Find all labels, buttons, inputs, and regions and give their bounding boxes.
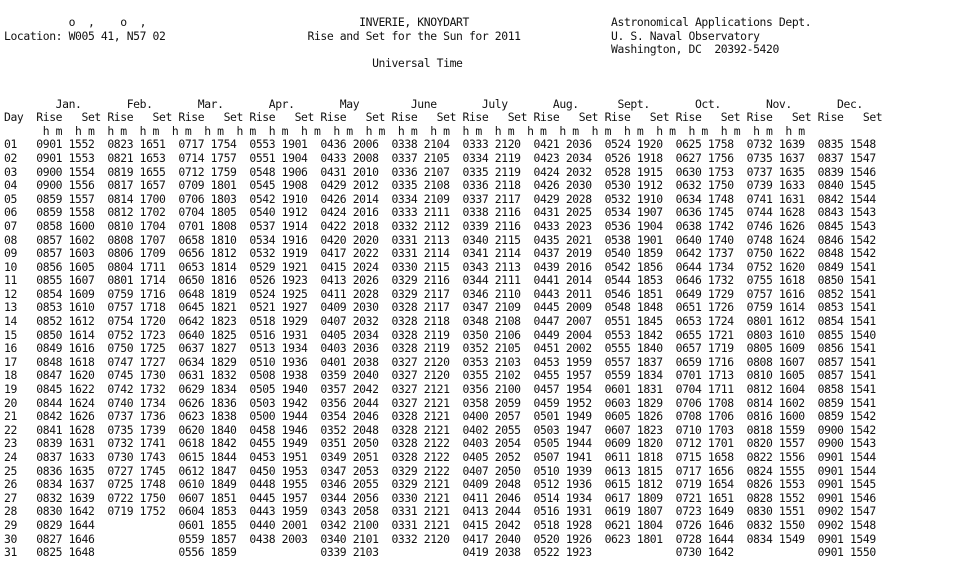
header-line-1: o , o , INVERIE, KNOYDART Astronomical Applications Dept. [4, 15, 812, 29]
table-row: 04 0900 1556 0817 1657 0709 1801 0545 1908 0429 2012 0335 2108 0336 2118 0426 2030 0530 1912 0632 1750 0739 1633 0840 1545 [4, 178, 876, 193]
table-row: 07 0858 1600 0810 1704 0701 1808 0537 1914 0422 2018 0332 2112 0339 2116 0433 2023 0536 1904 0638 1742 0746 1626 0845 1543 [4, 218, 876, 233]
table-row: 03 0900 1554 0819 1655 0712 1759 0548 1906 0431 2010 0336 2107 0335 2119 0424 2032 0528 1915 0630 1753 0737 1635 0839 1546 [4, 164, 876, 179]
table-row: 21 0842 1626 0737 1736 0623 1838 0500 1944 0354 2046 0328 2121 0400 2057 0501 1949 0605 1826 0708 1706 0816 1600 0859 1542 [4, 409, 876, 424]
table-row: 14 0852 1612 0754 1720 0642 1823 0518 1929 0407 2032 0328 2118 0348 2108 0447 2007 0551 1845 0653 1724 0801 1612 0854 1541 [4, 314, 876, 329]
table-row: 16 0849 1616 0750 1725 0637 1827 0513 1934 0403 2036 0328 2119 0352 2105 0451 2002 0555 1840 0657 1719 0805 1609 0856 1541 [4, 341, 876, 356]
table-row: 06 0859 1558 0812 1702 0704 1805 0540 1912 0424 2016 0333 2111 0338 2116 0431 2025 0534 1907 0636 1745 0744 1628 0843 1543 [4, 205, 876, 220]
table-row: 25 0836 1635 0727 1745 0612 1847 0450 1953 0347 2053 0329 2122 0407 2050 0510 1939 0613 1815 0717 1656 0824 1555 0901 1544 [4, 463, 876, 478]
table-row: 09 0857 1603 0806 1709 0656 1812 0532 1919 0417 2022 0331 2114 0341 2114 0437 2019 0540 1859 0642 1737 0750 1622 0848 1542 [4, 246, 876, 261]
table-row: 18 0847 1620 0745 1730 0631 1832 0508 1938 0359 2040 0327 2120 0355 2102 0455 1957 0559 1834 0701 1713 0810 1605 0857 1541 [4, 368, 876, 383]
table-row: 22 0841 1628 0735 1739 0620 1840 0458 1946 0352 2048 0328 2121 0402 2055 0503 1947 0607 1823 0710 1703 0818 1559 0900 1542 [4, 422, 876, 437]
units-header-row: h m h m h m h m h m h m h m h m h m h m h m h m h m h m h m h m h m h m h m h m h m h m h m h m [4, 123, 805, 138]
table-row: 12 0854 1609 0759 1716 0648 1819 0524 1925 0411 2028 0329 2117 0346 2110 0443 2011 0546 1851 0649 1729 0757 1616 0852 1541 [4, 286, 876, 301]
table-row: 17 0848 1618 0747 1727 0634 1829 0510 1936 0401 2038 0327 2120 0353 2103 0453 1959 0557 1837 0659 1716 0808 1607 0857 1541 [4, 354, 876, 369]
header-line-3: Washington, DC 20392-5420 [4, 42, 779, 57]
table-row: 19 0845 1622 0742 1732 0629 1834 0505 1940 0357 2042 0327 2121 0356 2100 0457 1954 0601 1831 0704 1711 0812 1604 0858 1541 [4, 382, 876, 397]
table-row: 29 0829 1644 0601 1855 0440 2001 0342 2100 0331 2121 0415 2042 0518 1928 0621 1804 0726 1646 0832 1550 0902 1548 [4, 517, 876, 532]
table-row: 02 0901 1553 0821 1653 0714 1757 0551 1904 0433 2008 0337 2105 0334 2119 0423 2034 0526 1918 0627 1756 0735 1637 0837 1547 [4, 150, 876, 165]
header-line-2: Location: W005 41, N57 02 Rise and Set for the Sun for 2011 U. S. Naval Observatory [4, 28, 760, 43]
table-row: 24 0837 1633 0730 1743 0615 1844 0453 1951 0349 2051 0328 2122 0405 2052 0507 1941 0611 1818 0715 1658 0822 1556 0901 1544 [4, 450, 876, 464]
table-row: 30 0827 1646 0559 1857 0438 2003 0340 2101 0332 2120 0417 2040 0520 1926 0623 1801 0728 1644 0834 1549 0901 1549 [4, 531, 876, 546]
month-header-row: Jan. Feb. Mar. Apr. May June July Aug. Sept. Oct. Nov. Dec. [4, 96, 883, 111]
table-row: 23 0839 1631 0732 1741 0618 1842 0455 1949 0351 2050 0328 2122 0403 2054 0505 1944 0609 1820 0712 1701 0820 1557 0900 1543 [4, 436, 876, 451]
table-row: 11 0855 1607 0801 1714 0650 1816 0526 1923 0413 2026 0329 2116 0344 2111 0441 2014 0544 1853 0646 1732 0755 1618 0850 1541 [4, 273, 876, 288]
table-row: 08 0857 1602 0808 1707 0658 1810 0534 1916 0420 2020 0331 2113 0340 2115 0435 2021 0538 1901 0640 1740 0748 1624 0846 1542 [4, 232, 876, 247]
sun-table-document [4, 16, 882, 560]
table-row: 05 0859 1557 0814 1700 0706 1803 0542 1910 0426 2014 0334 2109 0337 2117 0429 2028 0532 1910 0634 1748 0741 1631 0842 1544 [4, 191, 876, 206]
header-line-4: Universal Time [4, 55, 463, 70]
table-row: 31 0825 1648 0556 1859 0339 2103 0419 2038 0522 1923 0730 1642 0901 1550 [4, 545, 876, 560]
table-row: 01 0901 1552 0823 1651 0717 1754 0553 1901 0436 2006 0338 2104 0333 2120 0421 2036 0524 1920 0625 1758 0732 1639 0835 1548 [4, 137, 876, 152]
table-row: 28 0830 1642 0719 1752 0604 1853 0443 1959 0343 2058 0331 2121 0413 2044 0516 1931 0619 1807 0723 1649 0830 1551 0902 1547 [4, 504, 876, 519]
blank-line [4, 70, 882, 84]
blank-line [4, 84, 882, 98]
table-row: 20 0844 1624 0740 1734 0626 1836 0503 1942 0356 2044 0327 2121 0358 2059 0459 1952 0603 1829 0706 1708 0814 1602 0859 1541 [4, 395, 876, 410]
table-row: 13 0853 1610 0757 1718 0645 1821 0521 1927 0409 2030 0328 2117 0347 2109 0445 2009 0548 1848 0651 1726 0759 1614 0853 1541 [4, 300, 876, 315]
table-row: 15 0850 1614 0752 1723 0640 1825 0516 1931 0405 2034 0328 2119 0350 2106 0449 2004 0553 1842 0655 1721 0803 1610 0855 1540 [4, 327, 876, 342]
table-row: 10 0856 1605 0804 1711 0653 1814 0529 1921 0415 2024 0330 2115 0343 2113 0439 2016 0542 1856 0644 1734 0752 1620 0849 1541 [4, 259, 876, 274]
table-row: 27 0832 1639 0722 1750 0607 1851 0445 1957 0344 2056 0330 2121 0411 2046 0514 1934 0617 1809 0721 1651 0828 1552 0901 1546 [4, 490, 876, 505]
table-row: 26 0834 1637 0725 1748 0610 1849 0448 1955 0346 2055 0329 2121 0409 2048 0512 1936 0615 1812 0719 1654 0826 1553 0901 1545 [4, 477, 876, 492]
rise-set-header-row: Day Rise Set Rise Set Rise Set Rise Set Rise Set Rise Set Rise Set Rise Set Rise Set Rise Set Rise Set Rise Set [4, 110, 883, 125]
